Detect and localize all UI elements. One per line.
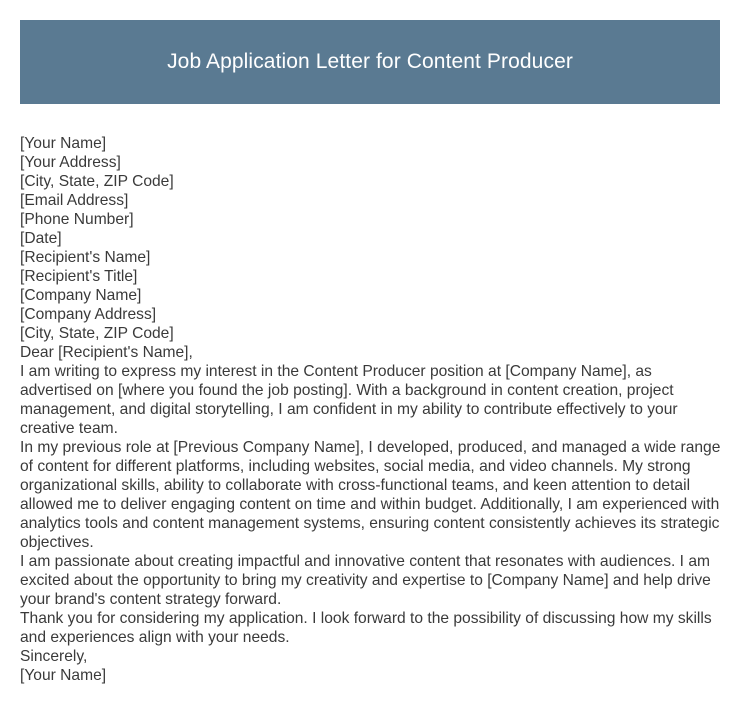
- sender-city-state-zip: [City, State, ZIP Code]: [20, 173, 174, 190]
- recipient-company: [Company Name]: [20, 287, 142, 304]
- sender-email: [Email Address]: [20, 192, 129, 209]
- sender-name: [Your Name]: [20, 135, 107, 152]
- letter-date: [Date]: [20, 230, 62, 247]
- paragraph-thanks: Thank you for considering my application. I look forward to the possibility of discussing how my skills and experiences align with your needs.: [20, 610, 712, 646]
- paragraph-motivation: I am passionate about creating impactful and innovative content that resonates with audiences. I am excited about the opportunity to bring my creativity and expertise to [Company Name] and help drive your brand's content strategy forward.: [20, 553, 711, 608]
- recipient-city-state-zip: [City, State, ZIP Code]: [20, 325, 174, 342]
- title-banner: [20, 20, 720, 104]
- salutation: Dear [Recipient's Name],: [20, 344, 193, 361]
- signature: [Your Name]: [20, 667, 107, 684]
- sender-phone: [Phone Number]: [20, 211, 134, 228]
- letter-body: [20, 134, 722, 685]
- paragraph-experience: In my previous role at [Previous Company Name], I developed, produced, and managed a wide range of content for different platforms, including websites, social media, and video channels. My strong organizational skills, ability to collaborate with cross-functional teams, and keen attention to detail allowed me to deliver engaging content on time and within budget. Additionally, I am experienced with analytics tools and content management systems, ensuring content consistently achieves its strategic objectives.: [20, 439, 721, 551]
- paragraph-intro: I am writing to express my interest in the Content Producer position at [Company Name], as advertised on [where you found the job posting]. With a background in content creation, project management, and digital storytelling, I am confident in my ability to contribute effectively to your creative team.: [20, 363, 678, 437]
- recipient-address: [Company Address]: [20, 306, 157, 323]
- recipient-name: [Recipient's Name]: [20, 249, 151, 266]
- closing: Sincerely,: [20, 648, 88, 665]
- page-title: Job Application Letter for Content Producer: [167, 50, 573, 73]
- recipient-title: [Recipient's Title]: [20, 268, 138, 285]
- sender-address: [Your Address]: [20, 154, 121, 171]
